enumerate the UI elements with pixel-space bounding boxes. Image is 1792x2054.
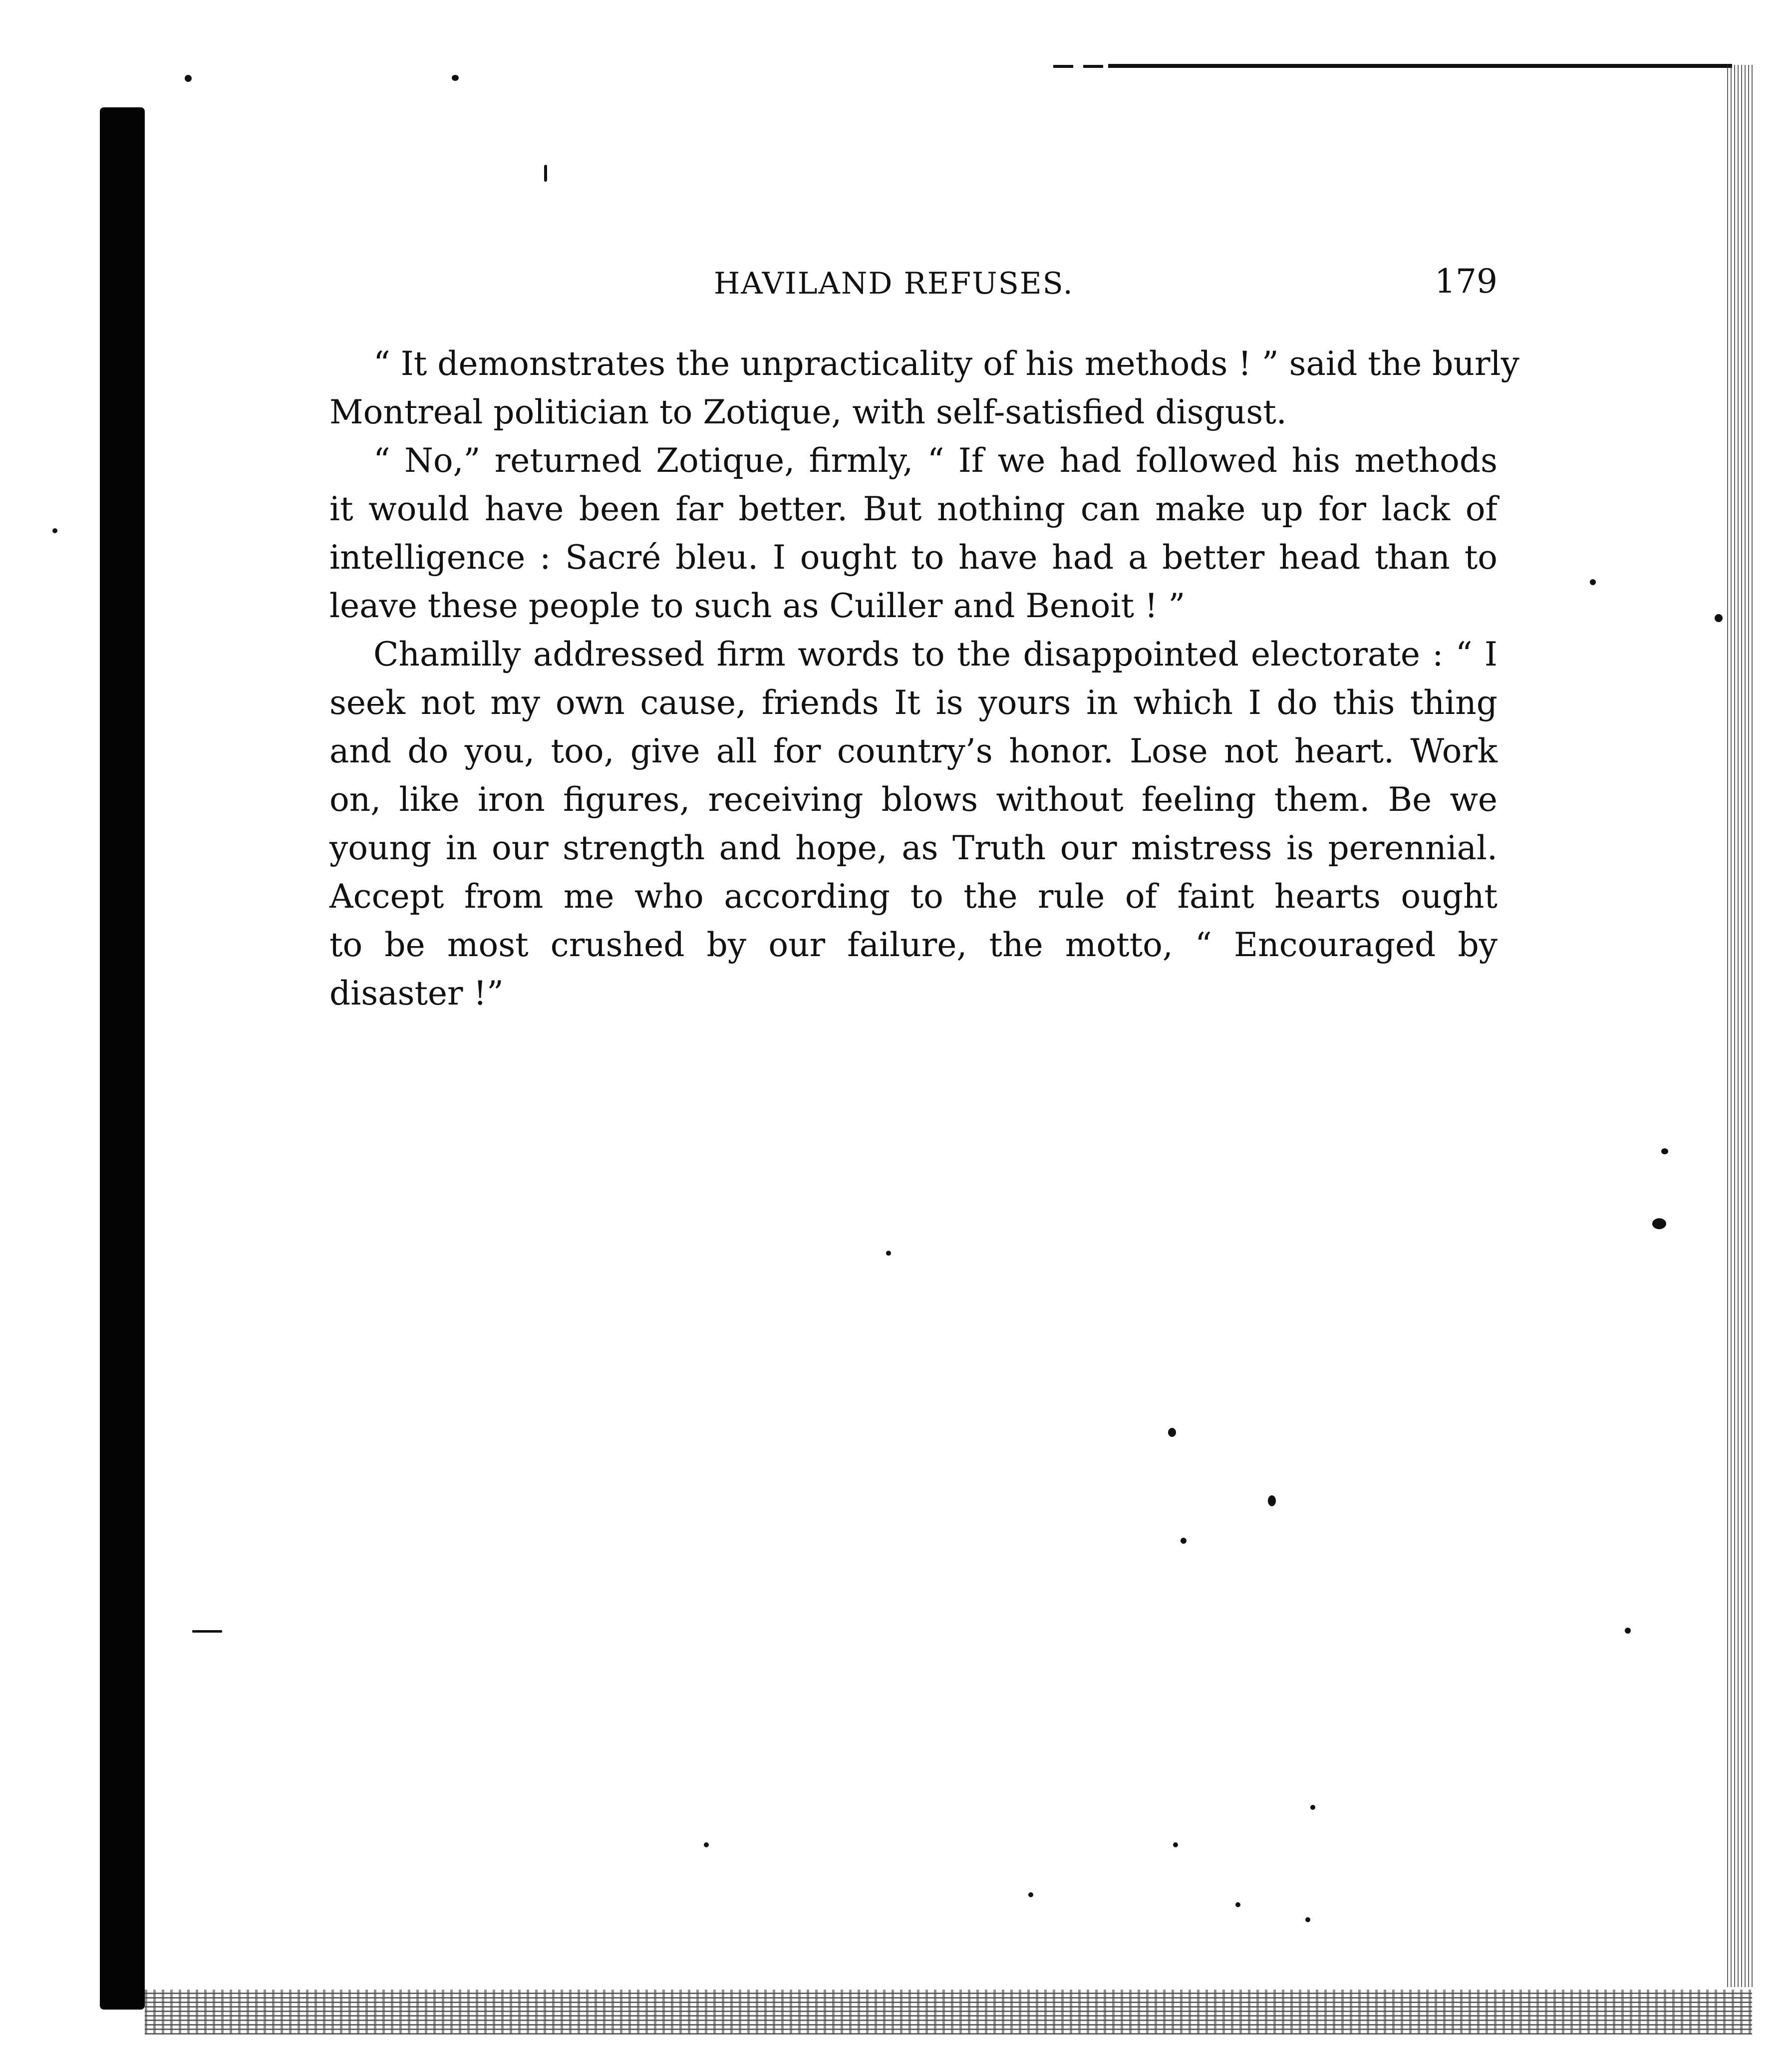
paragraph <box>329 630 1497 1018</box>
binding-shadow <box>100 107 145 2010</box>
scan-speck <box>1268 1495 1276 1506</box>
scan-speck <box>1235 1902 1240 1907</box>
scan-speck <box>1590 579 1596 585</box>
text-line: “ No,” returned Zotique, firmly, “ If we had followed his methods <box>373 441 1497 480</box>
text-line: seek not my own cause, friends It is yours in which I do this thing <box>329 684 1497 722</box>
text-line: Montreal politician to Zotique, with self-satisfied disgust. <box>329 393 1287 431</box>
text-line: intelligence : Sacré bleu. I ought to have had a better head than to <box>329 538 1497 577</box>
bottom-page-edge <box>145 1990 1752 2035</box>
scan-speck <box>192 1630 222 1633</box>
scan-speck <box>1652 1218 1666 1229</box>
scan-speck <box>1715 614 1723 622</box>
scan-speck <box>1168 1428 1176 1437</box>
scan-speck <box>704 1842 709 1847</box>
text-line: Accept from me who according to the rule of faint hearts ought <box>329 877 1497 916</box>
paragraph <box>329 340 1519 436</box>
page-number: 179 <box>1435 262 1497 301</box>
paragraph <box>329 436 1497 630</box>
top-edge-rule <box>1108 64 1732 68</box>
scan-speck <box>544 165 547 182</box>
text-line: and do you, too, give all for country’s honor. Lose not heart. Work <box>329 732 1497 770</box>
text-line: young in our strength and hope, as Truth our mistress is perennial. <box>329 829 1497 867</box>
scan-speck <box>1661 1148 1668 1154</box>
scan-speck <box>1028 1892 1033 1897</box>
body-text <box>329 340 1519 1018</box>
scan-speck <box>1181 1538 1187 1544</box>
text-line: “ It demonstrates the unpracticality of his methods ! ” said the burly <box>373 344 1519 383</box>
scan-speck <box>1173 1842 1178 1847</box>
scan-speck <box>886 1251 891 1256</box>
scan-speck <box>1625 1628 1631 1634</box>
running-title: HAVILAND REFUSES. <box>714 266 1074 301</box>
text-line: it would have been far better. But nothing can make up for lack of <box>329 490 1497 528</box>
top-edge-dash <box>1053 65 1073 68</box>
text-line: leave these people to such as Cuiller and Benoit ! ” <box>329 587 1186 625</box>
scan-speck <box>185 75 192 82</box>
text-line: Chamilly addressed firm words to the disappointed electorate : “ I <box>373 635 1497 674</box>
running-head <box>329 262 1497 307</box>
text-line: on, like iron figures, receiving blows without feeling them. Be we <box>329 780 1497 819</box>
text-line: to be most crushed by our failure, the motto, “ Encouraged by <box>329 926 1497 964</box>
top-edge-dash <box>1083 65 1103 68</box>
scan-speck <box>1305 1917 1310 1922</box>
text-line: disaster !” <box>329 974 504 1013</box>
scan-speck <box>1310 1805 1315 1810</box>
scan-speck <box>452 75 459 81</box>
right-page-edge <box>1727 65 1755 1987</box>
scan-speck <box>52 528 57 533</box>
